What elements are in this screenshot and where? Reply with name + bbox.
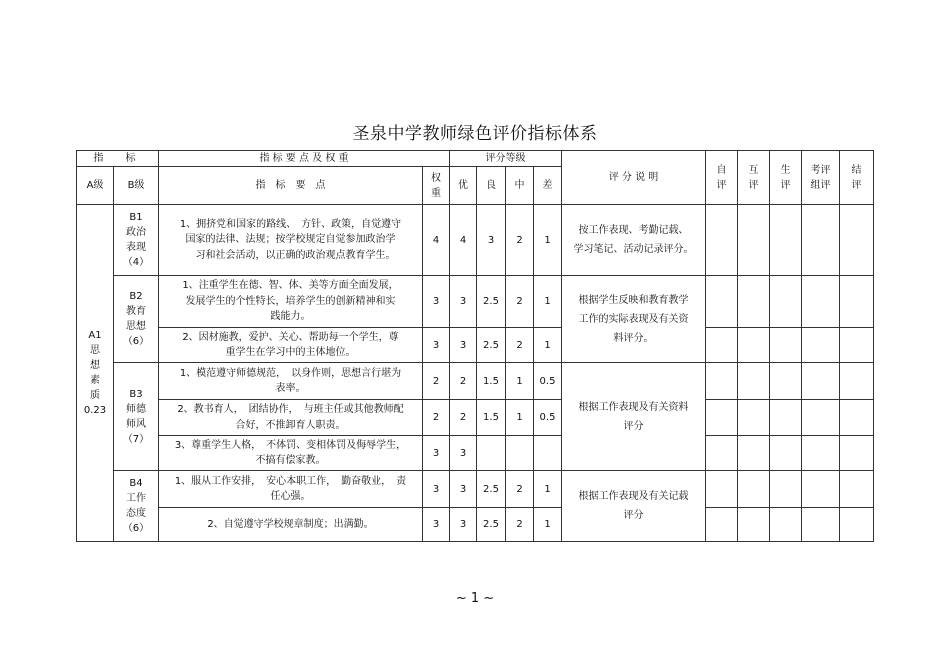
table-row — [77, 471, 874, 508]
score-group[interactable] — [802, 436, 840, 471]
score-group[interactable] — [802, 276, 840, 328]
excellent-cell: 2 — [450, 400, 477, 436]
header-points-weight: 指 标 要 点 及 权 重 — [159, 151, 450, 167]
poor-cell: 0.5 — [534, 400, 562, 436]
note-b3: 根据工作表现及有关资料 评分 — [562, 363, 706, 471]
score-mutual[interactable] — [738, 471, 770, 508]
b3-cell: B3 师德 师风 （7） — [114, 363, 159, 471]
good-cell: 2.5 — [477, 276, 506, 328]
medium-cell: 2 — [506, 205, 534, 276]
excellent-cell: 3 — [450, 508, 477, 542]
excellent-cell: 3 — [450, 436, 477, 471]
note-b4: 根据工作表现及有关记载 评分 — [562, 471, 706, 542]
score-self[interactable] — [706, 508, 738, 542]
medium-cell: 1 — [506, 363, 534, 400]
score-student[interactable] — [770, 328, 802, 363]
point-cell: 2、因材施教，爱护、关心、帮助每一个学生，尊 重学生在学习中的主体地位。 — [159, 328, 423, 363]
point-cell: 1、注重学生在德、智、体、美等方面全面发展， 发展学生的个性特长，培养学生的创新精神和实 践能力。 — [159, 276, 423, 328]
score-mutual[interactable] — [738, 328, 770, 363]
header-explain: 评 分 说 明 — [562, 151, 706, 205]
medium-cell: 2 — [506, 328, 534, 363]
good-cell: 2.5 — [477, 508, 506, 542]
score-self[interactable] — [706, 400, 738, 436]
score-result[interactable] — [840, 205, 874, 276]
point-cell: 1、拥挤党和国家的路线、 方针、政策，自觉遵守 国家的法律、法规；按学校规定自觉参加政治学 习和社会活动，以正确的政治观点教育学生。 — [159, 205, 423, 276]
score-group[interactable] — [802, 205, 840, 276]
score-mutual[interactable] — [738, 508, 770, 542]
score-self[interactable] — [706, 205, 738, 276]
point-cell: 1、模范遵守师德规范， 以身作则，思想言行堪为 表率。 — [159, 363, 423, 400]
score-student[interactable] — [770, 436, 802, 471]
note-b1: 按工作表现、考勤记载、 学习笔记、活动记录评分。 — [562, 205, 706, 276]
score-mutual[interactable] — [738, 276, 770, 328]
weight-cell: 2 — [423, 363, 450, 400]
weight-cell: 3 — [423, 436, 450, 471]
score-group[interactable] — [802, 471, 840, 508]
good-cell: 2.5 — [477, 471, 506, 508]
good-cell — [477, 436, 506, 471]
score-mutual[interactable] — [738, 400, 770, 436]
score-self[interactable] — [706, 363, 738, 400]
weight-cell: 2 — [423, 400, 450, 436]
score-result[interactable] — [840, 400, 874, 436]
good-cell: 1.5 — [477, 363, 506, 400]
score-student[interactable] — [770, 276, 802, 328]
score-result[interactable] — [840, 276, 874, 328]
header-mutual: 互 评 — [738, 151, 770, 205]
score-student[interactable] — [770, 363, 802, 400]
table-row — [77, 328, 874, 363]
score-student[interactable] — [770, 400, 802, 436]
weight-cell: 4 — [423, 205, 450, 276]
medium-cell: 1 — [506, 400, 534, 436]
header-self: 自 评 — [706, 151, 738, 205]
score-student[interactable] — [770, 508, 802, 542]
score-result[interactable] — [840, 436, 874, 471]
table-row — [77, 205, 874, 276]
score-mutual[interactable] — [738, 363, 770, 400]
score-student[interactable] — [770, 205, 802, 276]
medium-cell: 2 — [506, 508, 534, 542]
poor-cell: 1 — [534, 471, 562, 508]
poor-cell — [534, 436, 562, 471]
point-cell: 3、尊重学生人格， 不体罚、变相体罚及侮辱学生， 不搞有偿家教。 — [159, 436, 423, 471]
page-number: ~ 1 ~ — [455, 591, 495, 606]
excellent-cell: 2 — [450, 363, 477, 400]
header-indicator: 指 标 — [77, 151, 159, 167]
header-result: 结 评 — [840, 151, 874, 205]
header-student: 生 评 — [770, 151, 802, 205]
header-row-1 — [77, 151, 874, 167]
score-result[interactable] — [840, 471, 874, 508]
note-b2: 根据学生反映和教育教学 工作的实际表现及有关资 料评分。 — [562, 276, 706, 363]
document-title: 圣泉中学教师绿色评价指标体系 — [352, 124, 598, 144]
score-group[interactable] — [802, 400, 840, 436]
medium-cell — [506, 436, 534, 471]
score-mutual[interactable] — [738, 205, 770, 276]
excellent-cell: 3 — [450, 276, 477, 328]
score-result[interactable] — [840, 508, 874, 542]
header-weight: 权 重 — [423, 167, 450, 205]
point-cell: 2、教书育人， 团结协作， 与班主任或其他教师配 合好，不推卸育人职责。 — [159, 400, 423, 436]
weight-cell: 3 — [423, 471, 450, 508]
score-student[interactable] — [770, 471, 802, 508]
score-self[interactable] — [706, 436, 738, 471]
header-excellent: 优 — [450, 167, 477, 205]
score-group[interactable] — [802, 328, 840, 363]
a1-cell: A1 思 想 素 质 0.23 — [77, 205, 114, 542]
score-mutual[interactable] — [738, 436, 770, 471]
weight-cell: 3 — [423, 328, 450, 363]
header-level-a: A级 — [77, 167, 114, 205]
table-row — [77, 276, 874, 328]
table-row — [77, 363, 874, 400]
score-self[interactable] — [706, 276, 738, 328]
header-group: 考评 组评 — [802, 151, 840, 205]
excellent-cell: 4 — [450, 205, 477, 276]
b4-cell: B4 工作 态度 （6） — [114, 471, 159, 542]
point-cell: 1、服从工作安排， 安心本职工作， 勤奋敬业， 责 任心强。 — [159, 471, 423, 508]
score-self[interactable] — [706, 471, 738, 508]
header-level-b: B级 — [114, 167, 159, 205]
score-group[interactable] — [802, 363, 840, 400]
medium-cell: 2 — [506, 471, 534, 508]
poor-cell: 1 — [534, 276, 562, 328]
good-cell: 3 — [477, 205, 506, 276]
table-row — [77, 436, 874, 471]
evaluation-table — [76, 150, 874, 542]
header-good: 良 — [477, 167, 506, 205]
table-row — [77, 508, 874, 542]
b2-cell: B2 教育 思想 （6） — [114, 276, 159, 363]
score-result[interactable] — [840, 328, 874, 363]
poor-cell: 1 — [534, 328, 562, 363]
header-poor: 差 — [534, 167, 562, 205]
excellent-cell: 3 — [450, 471, 477, 508]
header-points: 指 标 要 点 — [159, 167, 423, 205]
medium-cell: 2 — [506, 276, 534, 328]
header-grade-group: 评分等级 — [450, 151, 562, 167]
score-result[interactable] — [840, 363, 874, 400]
b1-cell: B1 政治 表现 （4） — [114, 205, 159, 276]
score-group[interactable] — [802, 508, 840, 542]
good-cell: 2.5 — [477, 328, 506, 363]
point-cell: 2、自觉遵守学校规章制度；出满勤。 — [159, 508, 423, 542]
header-medium: 中 — [506, 167, 534, 205]
good-cell: 1.5 — [477, 400, 506, 436]
excellent-cell: 3 — [450, 328, 477, 363]
poor-cell: 1 — [534, 205, 562, 276]
score-self[interactable] — [706, 328, 738, 363]
poor-cell: 0.5 — [534, 363, 562, 400]
table-row — [77, 400, 874, 436]
weight-cell: 3 — [423, 276, 450, 328]
weight-cell: 3 — [423, 508, 450, 542]
poor-cell: 1 — [534, 508, 562, 542]
